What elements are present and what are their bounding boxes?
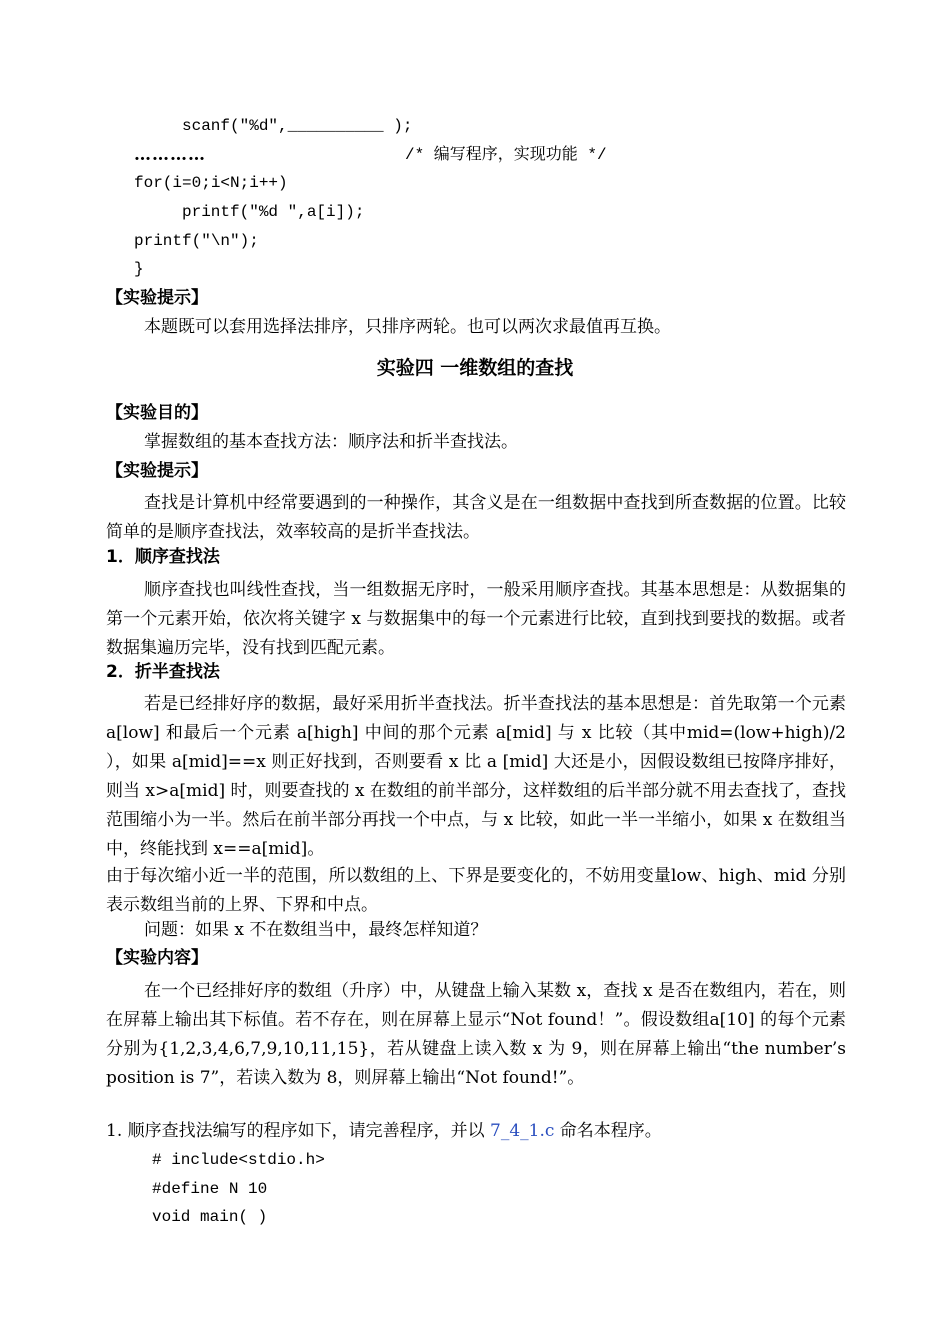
item1-suffix: 命名本程序。 — [554, 1121, 662, 1141]
purpose-text: 掌握数组的基本查找方法：顺序法和折半查找法。 — [144, 432, 518, 452]
content-item1 — [106, 1121, 846, 1141]
code-comment: /* 编写程序，实现功能 */ — [405, 146, 607, 164]
hint-text: 本题既可以套用选择法排序，只排序两轮。也可以两次求最值再互换。 — [144, 317, 671, 337]
purpose-heading: 【实验目的】 — [106, 403, 208, 423]
binary-search-text2: 由于每次缩小近一半的范围，所以数组的上、下界是要变化的，不妨用变量low、high、mid 分别表示数组当前的上界、下界和中点。 — [106, 866, 846, 915]
hint2-paragraph: 查找是计算机中经常要遇到的一种操作，其含义是在一组数据中查找到所查数据的位置。比较简单的是顺序查找法，效率较高的是折半查找法。 — [106, 493, 846, 542]
code-main: void main( ) — [152, 1208, 268, 1226]
binary-search-heading: 2．折半查找法 — [106, 662, 220, 682]
hint-heading: 【实验提示】 — [106, 288, 208, 308]
sequential-search-text: 顺序查找也叫线性查找，当一组数据无序时，一般采用顺序查找。其基本思想是：从数据集的第一个元素开始，依次将关键字 x 与数据集中的每一个元素进行比较，直到找到要找的数据。或者数据集遍历完毕，没有找到匹配元素。 — [106, 580, 846, 658]
code-scanf-line: scanf("%d",__________ ); — [182, 117, 413, 135]
sequential-search-heading: 1．顺序查找法 — [106, 547, 220, 567]
code-printf-newline: printf("\n"); — [134, 232, 259, 250]
code-define: #define N 10 — [152, 1180, 268, 1198]
hint2-heading: 【实验提示】 — [106, 461, 208, 481]
code-include: # include<stdio.h> — [152, 1151, 325, 1169]
content-text: 在一个已经排好序的数组（升序）中，从键盘上输入某数 x，查找 x 是否在数组内，若在，则在屏幕上输出其下标值。若不存在，则在屏幕上显示“Not found！”。假设数组a[10] 的每个元素分别为{1,2,3,4,6,7,9,10,11,15}，若从键盘上读入数 x 为 9，则在屏幕上输出“the number’s position is 7”，若读入数为 8，则屏幕上输出“Not found!”。 — [106, 981, 846, 1088]
experiment-title: 实验四 一维数组的查找 — [376, 357, 574, 379]
item1-prefix: 1. 顺序查找法编写的程序如下，请完善程序，并以 — [106, 1121, 491, 1141]
content-heading: 【实验内容】 — [106, 948, 208, 968]
binary-search-text: 若是已经排好序的数据，最好采用折半查找法。折半查找法的基本思想是：首先取第一个元素 a[low] 和最后一个元素 a[high] 中间的那个元素 a[mid] 与 x 比较（其中mid=(low+high)/2 ），如果 a[mid]==x 则正好找到，否则要看 x 比 a [mid] 大还是小，因假设数组已按降序排好，则当 x>a[mid] 时，则要查找的 x 在数组的前半部分，这样数组的后半部分就不用去查找了，查找范围缩小为一半。然后在前半部分再找一个中点，与 x 比较，如此一半一半缩小，如果 x 在数组当中，终能找到 x==a[mid]。 — [106, 694, 846, 859]
code-ellipsis: ………… — [134, 145, 206, 165]
code-for-line: for(i=0;i<N;i++) — [134, 174, 288, 192]
code-printf-line: printf("%d ",a[i]); — [182, 203, 365, 221]
item1-filename: 7_4_1.c — [490, 1121, 555, 1141]
code-closing-brace: } — [134, 260, 144, 278]
binary-search-question: 问题：如果 x 不在数组当中，最终怎样知道？ — [144, 920, 488, 940]
